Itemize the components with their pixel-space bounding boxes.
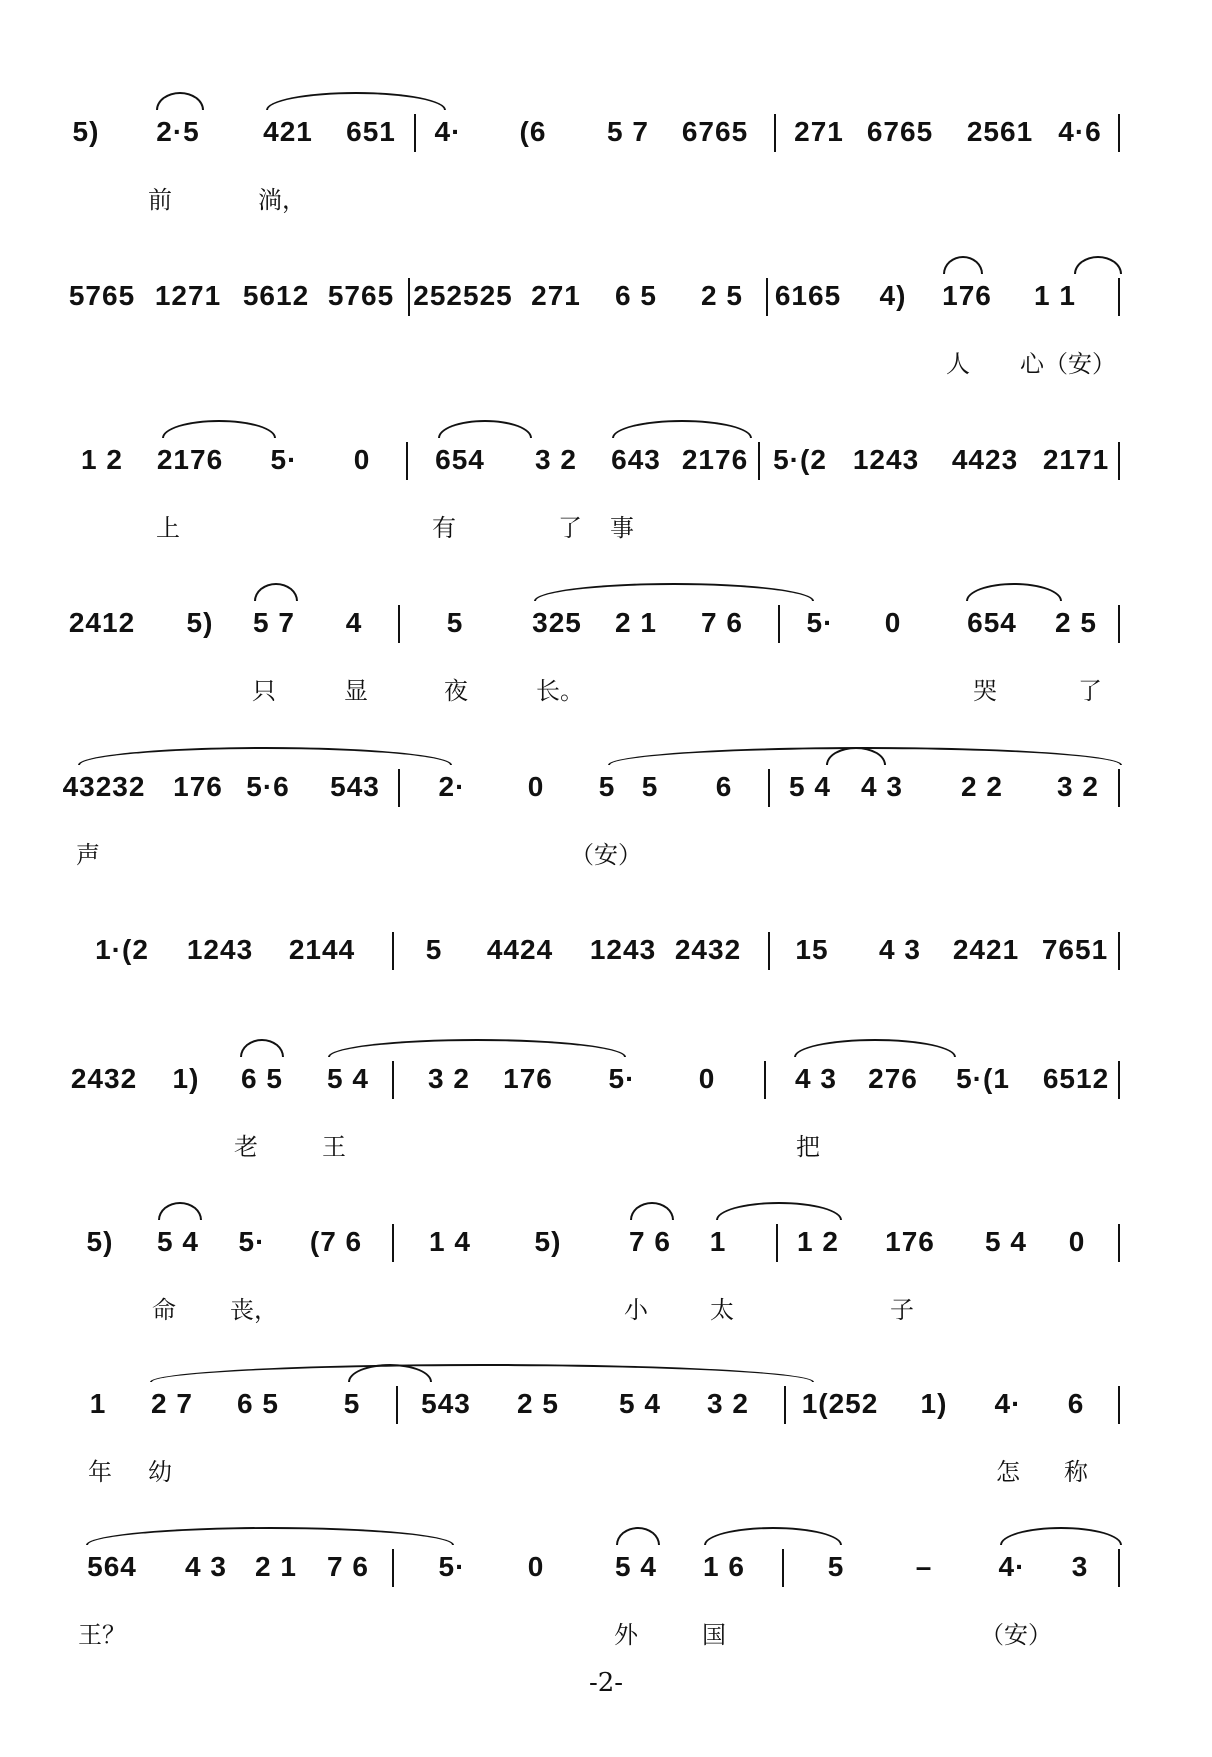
note-group: 1(252 [801,1388,879,1419]
note-group: 4423 [951,444,1019,475]
note-group: 4 3 [795,1063,837,1094]
bar-line [1118,1549,1120,1587]
note-group: 4424 [486,934,554,965]
note-group: 654 [435,444,485,475]
slur [612,420,752,438]
note-group: 176 [503,1063,553,1094]
note-group: 4 [345,607,363,638]
bar-line [1118,769,1120,807]
note-group: 2171 [1042,444,1110,475]
note-group: 1 4 [429,1226,471,1257]
note-group: 2176 [156,444,224,475]
note-group: 0 [1068,1226,1086,1257]
bar-line [1118,442,1120,480]
bar-line [398,605,400,643]
note-group: 5) [86,1226,114,1257]
note-group: 5 [641,771,659,802]
note-group: 5 4 [789,771,831,802]
lyric: 了 [1078,677,1102,705]
bar-line [766,278,768,316]
slur [158,1202,202,1220]
lyrics-row [0,344,1212,378]
note-group: 5765 [68,280,136,311]
bar-line [782,1549,784,1587]
note-group: 5· [608,1063,636,1094]
bar-line [768,769,770,807]
slur [78,747,452,765]
bar-line [774,114,776,152]
note-group: 5 [425,934,443,965]
notation-row [0,1222,1212,1262]
note-group: 7 6 [701,607,743,638]
note-group: 5 [446,607,464,638]
note-group: 5· [438,1551,466,1582]
note-group: 5 4 [327,1063,369,1094]
bar-line [408,278,410,316]
note-group: 5· [238,1226,266,1257]
note-group: 2561 [966,116,1034,147]
note-group: 2 7 [151,1388,193,1419]
note-group: 6512 [1042,1063,1110,1094]
note-group: 1 [709,1226,727,1257]
note-group: 6 [715,771,733,802]
note-group: 2 2 [961,771,1003,802]
note-group: 7 6 [327,1551,369,1582]
lyric: 显 [344,677,368,705]
lyric: 子 [890,1296,914,1324]
note-group: 1243 [186,934,254,965]
lyrics-row [0,835,1212,869]
lyric: 外 [614,1621,638,1649]
note-group: 1 6 [703,1551,745,1582]
lyric: 把 [796,1133,820,1161]
note-group: 271 [794,116,844,147]
lyric: 上 [156,514,180,542]
lyrics-row [0,671,1212,705]
note-group: 5 4 [985,1226,1027,1257]
note-group: 4 3 [185,1551,227,1582]
slur [616,1527,660,1545]
note-group: 4· [434,116,462,147]
note-group: 5) [186,607,214,638]
lyric: 夜 [444,677,468,705]
note-group: 6165 [774,280,842,311]
note-group: 3 2 [1057,771,1099,802]
note-group: 2 1 [255,1551,297,1582]
lyric: 只 [252,677,276,705]
page-number: -2- [588,1668,624,1698]
bar-line [784,1386,786,1424]
bar-line [392,1549,394,1587]
note-group: 3 2 [428,1063,470,1094]
note-group: 1 1 [1034,280,1076,311]
note-group: 4) [879,280,907,311]
note-group: 1 2 [797,1226,839,1257]
bar-line [392,1224,394,1262]
note-group: 0 [353,444,371,475]
note-group: 5·(1 [956,1063,1010,1094]
bar-line [768,932,770,970]
bar-line [392,932,394,970]
bar-line [1118,278,1120,316]
note-group: (6 [519,116,547,147]
note-group: 7 6 [629,1226,671,1257]
slur [943,256,983,274]
note-group: 6 5 [237,1388,279,1419]
lyric: 声 [76,841,100,869]
lyric: 丧， [230,1296,278,1324]
bar-line [1118,605,1120,643]
note-group: 0 [698,1063,716,1094]
note-group: 1) [172,1063,200,1094]
note-group: (7 6 [309,1226,363,1257]
note-group: 5 7 [253,607,295,638]
slur [162,420,276,438]
slur [438,420,532,438]
note-group: 6 5 [615,280,657,311]
lyric: 心（安） [1020,350,1116,378]
note-group: – [915,1551,933,1582]
note-group: 2432 [70,1063,138,1094]
note-group: 543 [330,771,380,802]
bar-line [1118,1386,1120,1424]
note-group: 2 5 [701,280,743,311]
notation-row [0,112,1212,152]
note-group: 6 [1067,1388,1085,1419]
note-group: 1 [89,1388,107,1419]
slur [150,1364,814,1382]
note-group: 1) [920,1388,948,1419]
note-group: 43232 [62,771,146,802]
lyric: 王？ [78,1621,126,1649]
notation-row [0,1547,1212,1587]
lyrics-row [0,1452,1212,1486]
slur [328,1039,626,1057]
note-group: 5 4 [619,1388,661,1419]
bar-line [778,605,780,643]
note-group: 2144 [288,934,356,965]
note-group: 1 2 [81,444,123,475]
note-group: 5·6 [246,771,290,802]
bar-line [776,1224,778,1262]
bar-line [392,1061,394,1099]
lyric: 命 [152,1296,176,1324]
lyric: 称 [1064,1458,1088,1486]
note-group: 4·6 [1058,116,1102,147]
slur [794,1039,956,1057]
slur [156,92,204,110]
note-group: 5765 [327,280,395,311]
lyric: 有 [432,514,456,542]
lyrics-row [0,180,1212,214]
note-group: 3 2 [535,444,577,475]
note-group: 5 [827,1551,845,1582]
note-group: 2 5 [517,1388,559,1419]
lyric: 哭 [973,677,997,705]
note-group: 4 3 [861,771,903,802]
lyric: （安） [570,841,642,869]
note-group: 5 [343,1388,361,1419]
notation-row [0,1384,1212,1424]
slur [704,1527,842,1545]
note-group: 2432 [674,934,742,965]
note-group: 654 [967,607,1017,638]
lyric: 淌， [258,186,306,214]
lyrics-row [0,508,1212,542]
note-group: 6 5 [241,1063,283,1094]
note-group: 5612 [242,280,310,311]
bar-line [1118,1224,1120,1262]
note-group: 4· [994,1388,1022,1419]
note-group: 325 [532,607,582,638]
lyric: 年 [88,1458,112,1486]
note-group: 643 [611,444,661,475]
note-group: 15 [795,934,829,965]
lyric: 了 [558,514,582,542]
note-group: 176 [173,771,223,802]
note-group: 0 [884,607,902,638]
lyric: 老 [234,1133,258,1161]
lyric: 小 [624,1296,648,1324]
lyrics-row [0,1615,1212,1649]
note-group: 3 2 [707,1388,749,1419]
note-group: 5) [534,1226,562,1257]
notation-row [0,440,1212,480]
note-group: 3 [1071,1551,1089,1582]
note-group: 2·5 [156,116,200,147]
lyric: 人 [946,350,970,378]
note-group: 2176 [681,444,749,475]
note-group: 4 3 [879,934,921,965]
bar-line [1118,1061,1120,1099]
note-group: 0 [527,771,545,802]
slur [1074,256,1122,274]
bar-line [398,769,400,807]
note-group: 276 [868,1063,918,1094]
slur [1000,1527,1122,1545]
note-group: 5 [598,771,616,802]
note-group: 651 [346,116,396,147]
bar-line [1118,932,1120,970]
lyric: 长。 [536,677,584,705]
note-group: 5· [806,607,834,638]
note-group: 2421 [952,934,1020,965]
note-group: 271 [531,280,581,311]
slur [254,583,298,601]
note-group: 2412 [68,607,136,638]
bar-line [414,114,416,152]
bar-line [764,1061,766,1099]
note-group: 4· [998,1551,1026,1582]
notation-row [0,767,1212,807]
slur [966,583,1062,601]
note-group: 7651 [1041,934,1109,965]
note-group: 564 [87,1551,137,1582]
note-group: 5 7 [607,116,649,147]
note-group: 543 [421,1388,471,1419]
slur [534,583,814,601]
bar-line [1118,114,1120,152]
lyric: 王 [322,1133,346,1161]
slur [630,1202,674,1220]
note-group: 2 5 [1055,607,1097,638]
note-group: 5 4 [615,1551,657,1582]
note-group: 6765 [681,116,749,147]
notation-row [0,276,1212,316]
note-group: 2· [438,771,466,802]
note-group: 5 4 [157,1226,199,1257]
bar-line [758,442,760,480]
note-group: 5·(2 [773,444,827,475]
note-group: 5) [72,116,100,147]
note-group: 1·(2 [95,934,149,965]
bar-line [396,1386,398,1424]
note-group: 1271 [154,280,222,311]
lyric: 前 [148,186,172,214]
lyrics-row [0,1127,1212,1161]
lyric: 太 [710,1296,734,1324]
slur [240,1039,284,1057]
note-group: 176 [885,1226,935,1257]
slur [86,1527,454,1545]
notation-row [0,603,1212,643]
note-group: 6765 [866,116,934,147]
lyric: 国 [702,1621,726,1649]
lyric: 怎 [996,1458,1020,1486]
note-group: 176 [942,280,992,311]
lyric: （安） [980,1621,1052,1649]
notation-row [0,930,1212,970]
lyric: 幼 [148,1458,172,1486]
slur [716,1202,842,1220]
lyrics-row [0,1290,1212,1324]
note-group: 421 [263,116,313,147]
lyric: 事 [610,514,634,542]
note-group: 2 1 [615,607,657,638]
note-group: 1243 [589,934,657,965]
notation-row [0,1059,1212,1099]
note-group: 252525 [413,280,513,311]
note-group: 1243 [852,444,920,475]
note-group: 5· [270,444,298,475]
bar-line [406,442,408,480]
note-group: 0 [527,1551,545,1582]
slur [266,92,446,110]
